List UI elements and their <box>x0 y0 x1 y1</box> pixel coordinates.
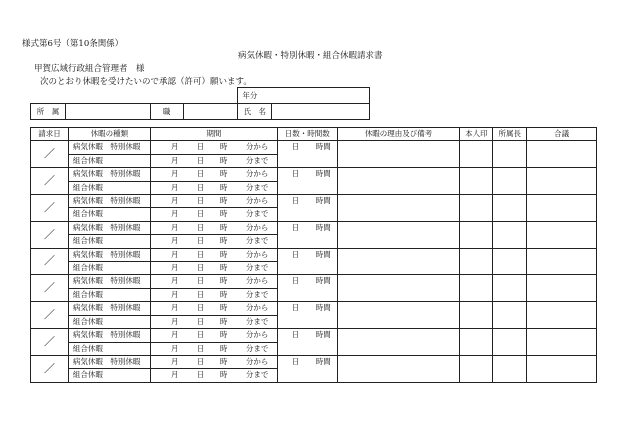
hour-label: 時 <box>219 249 228 259</box>
reason-cell[interactable] <box>337 141 460 168</box>
leave-type-options: 病気休暇 特別休暇 <box>72 330 141 340</box>
addressee: 甲賀広域行政組合管理者 様 <box>34 64 145 74</box>
header-manager: 所属長 <box>493 128 527 141</box>
council-cell[interactable] <box>527 302 597 329</box>
from-label: 分から <box>245 142 269 152</box>
day-label: 日 <box>196 263 205 273</box>
applicant-info-table <box>30 87 370 120</box>
request-date-cell[interactable] <box>31 195 69 222</box>
hours-unit: 時間 <box>315 222 331 232</box>
to-label: 分まで <box>245 155 269 165</box>
period-end-cell[interactable] <box>150 369 277 382</box>
day-label: 日 <box>196 303 205 313</box>
hours-unit: 時間 <box>315 169 331 179</box>
table-row <box>31 221 597 234</box>
manager-cell[interactable] <box>493 355 527 382</box>
header-days-hours: 日数・時間数 <box>277 128 337 141</box>
leave-type-cell[interactable] <box>68 221 150 234</box>
from-label: 分から <box>245 356 269 366</box>
from-label: 分から <box>245 196 269 206</box>
hours-unit: 時間 <box>315 356 331 366</box>
days-hours-cell[interactable] <box>277 195 337 222</box>
hours-unit: 時間 <box>315 330 331 340</box>
hour-label: 時 <box>219 222 228 232</box>
leave-type-cell[interactable] <box>68 154 150 167</box>
day-label: 日 <box>196 330 205 340</box>
month-label: 月 <box>170 330 179 340</box>
month-label: 月 <box>170 249 179 259</box>
day-label: 日 <box>196 222 205 232</box>
to-label: 分まで <box>245 236 269 246</box>
hour-label: 時 <box>219 343 228 353</box>
manager-cell[interactable] <box>493 302 527 329</box>
date-slash: ／ <box>43 200 55 214</box>
hour-label: 時 <box>219 236 228 246</box>
council-cell[interactable] <box>527 275 597 302</box>
days-unit: 日 <box>291 169 300 179</box>
date-slash: ／ <box>43 281 55 295</box>
period-end-cell[interactable] <box>150 315 277 328</box>
department-label: 所 属 <box>31 104 66 120</box>
council-cell[interactable] <box>527 195 597 222</box>
position-label: 職 <box>150 104 183 120</box>
period-end-cell[interactable] <box>150 154 277 167</box>
period-start-cell[interactable] <box>150 168 277 181</box>
table-row <box>31 141 597 154</box>
hours-unit: 時間 <box>315 276 331 286</box>
table-row <box>31 275 597 288</box>
leave-type-cell[interactable] <box>68 329 150 342</box>
days-unit: 日 <box>291 142 300 152</box>
manager-cell[interactable] <box>493 195 527 222</box>
hours-unit: 時間 <box>315 303 331 313</box>
union-leave-option: 組合休暇 <box>72 316 103 326</box>
to-label: 分まで <box>245 209 269 219</box>
header-council: 合議 <box>527 128 597 141</box>
day-label: 日 <box>196 276 205 286</box>
hour-label: 時 <box>219 142 228 152</box>
request-statement: 次のとおり休暇を受けたいので承認（許可）願います。 <box>40 77 252 87</box>
hour-label: 時 <box>219 196 228 206</box>
seal-cell[interactable] <box>460 302 493 329</box>
days-hours-cell[interactable] <box>277 355 337 382</box>
reason-cell[interactable] <box>337 248 460 275</box>
leave-request-table <box>30 127 597 383</box>
month-label: 月 <box>170 169 179 179</box>
hour-label: 時 <box>219 356 228 366</box>
council-cell[interactable] <box>527 248 597 275</box>
leave-type-options: 病気休暇 特別休暇 <box>72 169 141 179</box>
council-cell[interactable] <box>527 168 597 195</box>
request-date-cell[interactable] <box>31 168 69 195</box>
request-date-cell[interactable] <box>31 275 69 302</box>
union-leave-option: 組合休暇 <box>72 289 103 299</box>
request-date-cell[interactable] <box>31 302 69 329</box>
day-label: 日 <box>196 142 205 152</box>
date-slash: ／ <box>43 173 55 187</box>
leave-type-options: 病気休暇 特別休暇 <box>72 196 141 206</box>
council-cell[interactable] <box>527 221 597 248</box>
days-unit: 日 <box>291 356 300 366</box>
hour-label: 時 <box>219 330 228 340</box>
reason-cell[interactable] <box>337 221 460 248</box>
header-request-date: 請求日 <box>31 128 69 141</box>
month-label: 月 <box>170 343 179 353</box>
period-end-cell[interactable] <box>150 262 277 275</box>
month-label: 月 <box>170 182 179 192</box>
seal-cell[interactable] <box>460 355 493 382</box>
to-label: 分まで <box>245 263 269 273</box>
leave-type-cell[interactable] <box>68 141 150 154</box>
day-label: 日 <box>196 236 205 246</box>
from-label: 分から <box>245 222 269 232</box>
reason-cell[interactable] <box>337 355 460 382</box>
to-label: 分まで <box>245 182 269 192</box>
date-slash: ／ <box>43 147 55 161</box>
period-start-cell[interactable] <box>150 355 277 368</box>
day-label: 日 <box>196 356 205 366</box>
table-row <box>31 355 597 368</box>
days-hours-cell[interactable] <box>277 168 337 195</box>
period-start-cell[interactable] <box>150 221 277 234</box>
name-label: 氏 名 <box>238 104 272 120</box>
hour-label: 時 <box>219 263 228 273</box>
hour-label: 時 <box>219 169 228 179</box>
period-start-cell[interactable] <box>150 248 277 261</box>
month-label: 月 <box>170 142 179 152</box>
header-leave-type: 休暇の種類 <box>68 128 150 141</box>
request-date-cell[interactable] <box>31 141 69 168</box>
table-row <box>31 195 597 208</box>
period-start-cell[interactable] <box>150 141 277 154</box>
day-label: 日 <box>196 196 205 206</box>
request-date-cell[interactable] <box>31 248 69 275</box>
day-label: 日 <box>196 155 205 165</box>
request-date-cell[interactable] <box>31 221 69 248</box>
table-row <box>31 168 597 181</box>
leave-type-cell[interactable] <box>68 275 150 288</box>
to-label: 分まで <box>245 370 269 380</box>
leave-type-cell[interactable] <box>68 208 150 221</box>
month-label: 月 <box>170 222 179 232</box>
days-hours-cell[interactable] <box>277 275 337 302</box>
leave-type-cell[interactable] <box>68 315 150 328</box>
manager-cell[interactable] <box>493 248 527 275</box>
table-row <box>31 329 597 342</box>
seal-cell[interactable] <box>460 168 493 195</box>
union-leave-option: 組合休暇 <box>72 343 103 353</box>
manager-cell[interactable] <box>493 275 527 302</box>
from-label: 分から <box>245 276 269 286</box>
days-hours-cell[interactable] <box>277 221 337 248</box>
reason-cell[interactable] <box>337 195 460 222</box>
day-label: 日 <box>196 370 205 380</box>
leave-type-cell[interactable] <box>68 302 150 315</box>
leave-type-cell[interactable] <box>68 181 150 194</box>
seal-cell[interactable] <box>460 248 493 275</box>
leave-type-cell[interactable] <box>68 342 150 355</box>
manager-cell[interactable] <box>493 329 527 356</box>
seal-cell[interactable] <box>460 329 493 356</box>
leave-type-cell[interactable] <box>68 195 150 208</box>
manager-cell[interactable] <box>493 221 527 248</box>
hour-label: 時 <box>219 316 228 326</box>
council-cell[interactable] <box>527 141 597 168</box>
manager-cell[interactable] <box>493 141 527 168</box>
month-label: 月 <box>170 236 179 246</box>
hour-label: 時 <box>219 289 228 299</box>
days-hours-cell[interactable] <box>277 248 337 275</box>
reason-cell[interactable] <box>337 168 460 195</box>
union-leave-option: 組合休暇 <box>72 155 103 165</box>
seal-cell[interactable] <box>460 221 493 248</box>
month-label: 月 <box>170 303 179 313</box>
day-label: 日 <box>196 209 205 219</box>
hours-unit: 時間 <box>315 142 331 152</box>
seal-cell[interactable] <box>460 195 493 222</box>
days-unit: 日 <box>291 330 300 340</box>
request-rows <box>31 141 597 382</box>
month-label: 月 <box>170 155 179 165</box>
reason-cell[interactable] <box>337 329 460 356</box>
year-label: 年分 <box>242 91 258 100</box>
period-start-cell[interactable] <box>150 195 277 208</box>
period-end-cell[interactable] <box>150 342 277 355</box>
days-hours-cell[interactable] <box>277 329 337 356</box>
period-start-cell[interactable] <box>150 275 277 288</box>
union-leave-option: 組合休暇 <box>72 236 103 246</box>
union-leave-option: 組合休暇 <box>72 182 103 192</box>
header-period: 期間 <box>150 128 277 141</box>
day-label: 日 <box>196 289 205 299</box>
leave-type-cell[interactable] <box>68 248 150 261</box>
leave-type-options: 病気休暇 特別休暇 <box>72 356 141 366</box>
reason-cell[interactable] <box>337 275 460 302</box>
month-label: 月 <box>170 370 179 380</box>
council-cell[interactable] <box>527 355 597 382</box>
month-label: 月 <box>170 356 179 366</box>
union-leave-option: 組合休暇 <box>72 370 103 380</box>
period-start-cell[interactable] <box>150 302 277 315</box>
union-leave-option: 組合休暇 <box>72 263 103 273</box>
days-hours-cell[interactable] <box>277 141 337 168</box>
date-slash: ／ <box>43 361 55 375</box>
from-label: 分から <box>245 330 269 340</box>
leave-type-cell[interactable] <box>68 355 150 368</box>
reason-cell[interactable] <box>337 302 460 329</box>
to-label: 分まで <box>245 343 269 353</box>
leave-type-cell[interactable] <box>68 288 150 301</box>
request-date-cell[interactable] <box>31 355 69 382</box>
date-slash: ／ <box>43 254 55 268</box>
manager-cell[interactable] <box>493 168 527 195</box>
leave-type-options: 病気休暇 特別休暇 <box>72 222 141 232</box>
to-label: 分まで <box>245 316 269 326</box>
leave-type-cell[interactable] <box>68 235 150 248</box>
council-cell[interactable] <box>527 329 597 356</box>
day-label: 日 <box>196 169 205 179</box>
header-reason: 休暇の理由及び備考 <box>337 128 460 141</box>
hour-label: 時 <box>219 182 228 192</box>
document-title: 病気休暇・特別休暇・組合休暇請求書 <box>238 51 383 61</box>
leave-type-cell[interactable] <box>68 168 150 181</box>
days-unit: 日 <box>291 249 300 259</box>
leave-type-cell[interactable] <box>68 369 150 382</box>
days-unit: 日 <box>291 196 300 206</box>
leave-type-options: 病気休暇 特別休暇 <box>72 249 141 259</box>
month-label: 月 <box>170 289 179 299</box>
day-label: 日 <box>196 182 205 192</box>
date-slash: ／ <box>43 334 55 348</box>
department-field[interactable] <box>65 104 150 120</box>
period-start-cell[interactable] <box>150 329 277 342</box>
from-label: 分から <box>245 249 269 259</box>
hour-label: 時 <box>219 155 228 165</box>
table-row <box>31 302 597 315</box>
leave-type-options: 病気休暇 特別休暇 <box>72 142 141 152</box>
month-label: 月 <box>170 316 179 326</box>
days-unit: 日 <box>291 303 300 313</box>
period-end-cell[interactable] <box>150 235 277 248</box>
month-label: 月 <box>170 196 179 206</box>
leave-type-options: 病気休暇 特別休暇 <box>72 303 141 313</box>
day-label: 日 <box>196 249 205 259</box>
month-label: 月 <box>170 209 179 219</box>
union-leave-option: 組合休暇 <box>72 209 103 219</box>
month-label: 月 <box>170 276 179 286</box>
from-label: 分から <box>245 303 269 313</box>
leave-type-cell[interactable] <box>68 262 150 275</box>
form-number: 様式第6号（第10条関係） <box>22 39 124 49</box>
days-unit: 日 <box>291 222 300 232</box>
leave-type-options: 病気休暇 特別休暇 <box>72 276 141 286</box>
period-end-cell[interactable] <box>150 288 277 301</box>
hour-label: 時 <box>219 303 228 313</box>
period-end-cell[interactable] <box>150 181 277 194</box>
day-label: 日 <box>196 343 205 353</box>
year-field[interactable] <box>238 88 370 104</box>
hour-label: 時 <box>219 370 228 380</box>
request-date-cell[interactable] <box>31 329 69 356</box>
hours-unit: 時間 <box>315 196 331 206</box>
hour-label: 時 <box>219 209 228 219</box>
seal-cell[interactable] <box>460 141 493 168</box>
period-end-cell[interactable] <box>150 208 277 221</box>
hour-label: 時 <box>219 276 228 286</box>
header-seal: 本人印 <box>460 128 493 141</box>
days-unit: 日 <box>291 276 300 286</box>
table-row <box>31 248 597 261</box>
position-field[interactable] <box>183 104 238 120</box>
date-slash: ／ <box>43 307 55 321</box>
days-hours-cell[interactable] <box>277 302 337 329</box>
seal-cell[interactable] <box>460 275 493 302</box>
month-label: 月 <box>170 263 179 273</box>
hours-unit: 時間 <box>315 249 331 259</box>
from-label: 分から <box>245 169 269 179</box>
date-slash: ／ <box>43 227 55 241</box>
day-label: 日 <box>196 316 205 326</box>
name-field[interactable] <box>272 104 370 120</box>
to-label: 分まで <box>245 289 269 299</box>
